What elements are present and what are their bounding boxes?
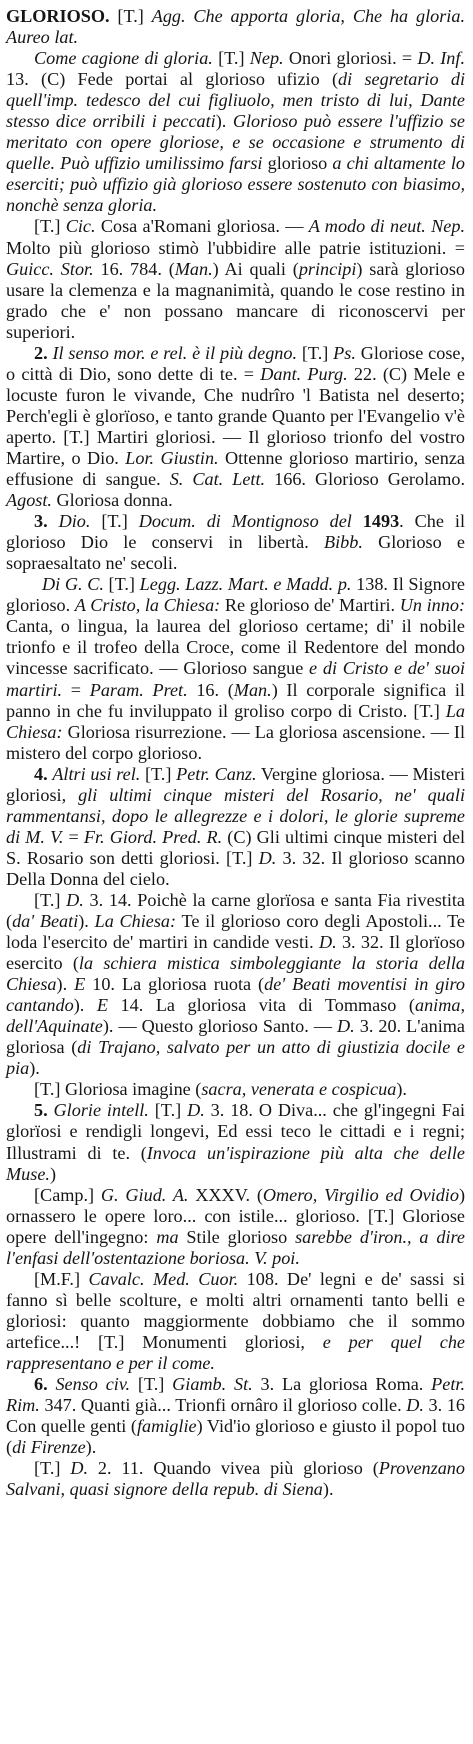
entry-paragraph-romans: [T.] Cic. Cosa a'Romani gloriosa. — A modo di neut. Nep. Molto più glorioso stimò l'ubbidire alle patrie istituzioni. = Guicc. Stor. 16. 784. (Man.) Ai quali (principi) sarà glorioso usare la clemenza e la magnanimità, quando le cose restino in grado che e' non possano mancare di riconoscervi per superiori. bbox=[6, 216, 466, 342]
entry-definition: GLORIOSO. [T.] Agg. Che apporta gloria, Che ha gloria. Aureo lat. bbox=[6, 6, 466, 48]
entry-paragraph-image: [T.] Gloriosa imagine (sacra, venerata e cospicua). bbox=[34, 1079, 407, 1100]
entry-sense-6: 6. Senso civ. [T.] Giamb. St. 3. La gloriosa Roma. Petr. Rim. 347. Quanti già... Trionfi ornâro il glorioso colle. D. 3. 16 Con quelle genti (famiglie) Vid'io glorioso e giusto il popol tuo (di Firenze). bbox=[6, 1374, 466, 1458]
entry-sense-2: 2. Il senso mor. e rel. è il più degno. [T.] Ps. Gloriose cose, o città di Dio, sono dette di te. = Dant. Purg. 22. (C) Mele e locuste furon le vivande, Che nudrîro 'l Batista nel deserto; Perch'egli è glorïoso, e tanto grande Quanto per l'Evangelio v'è aperto. [T.] Martiri gloriosi. — Il glorioso trionfo del vostro Martire, o Dio. Lor. Giustin. Ottenne glorioso martirio, senza effusione di sangue. S. Cat. Lett. 166. Glorioso Gerolamo. Agost. Gloriosa donna. bbox=[6, 342, 466, 511]
entry-paragraph-christ: Di G. C. [T.] Legg. Lazz. Mart. e Madd. p. 138. Il Signore glorioso. A Cristo, la Chiesa: Re glorioso de' Martiri. Un inno: Canta, o lingua, la laurea del glorioso certame; di' il nobile trionfo e il trofeo della Croce, come il Redentore del mondo vincesse sacrificato. — Glorioso sangue e di Cristo e de' suoi martiri. = Param. Pret. 16. (Man.) Il corporale significa il panno in che fu inviluppato il groliso corpo di Cristo. [T.] La Chiesa: Gloriosa risurrezione. — La gloriosa ascensione. — Il mistero del corpo glorioso. bbox=[6, 574, 466, 763]
entry-sense-5: 5. Glorie intell. [T.] D. 3. 18. O Diva... che gl'ingegni Fai glorïosi e rendigli longevi, Ed essi teco le cittadi e i regni; Illustrami di te. (Invoca un'ispirazione più alta che delle Muse.) bbox=[6, 1100, 466, 1184]
entry-sense-4: 4. Altri usi rel. [T.] Petr. Canz. Vergine gloriosa. — Misteri gloriosi, gli ultimi cinque misteri del Rosario, ne' quali rammentansi, dopo le allegrezze e i dolori, le glorie supreme di M. V. = Fr. Giord. Pred. R. (C) Gli ultimi cinque misteri del S. Rosario son detti gloriosi. [T.] D. 3. 32. Il glorioso scanno Della Donna del cielo. bbox=[6, 763, 466, 889]
entry-paragraph-monuments: [M.F.] Cavalc. Med. Cuor. 108. De' legni e de' sassi si fanno sì belle scolture, e molti altri ornamenti tanto belli e gloriosi: quanto maggiormente dobbiamo che il sommo artefice...! [T.] Monumenti gloriosi, e per quel che rappresentano e per il come. bbox=[6, 1268, 465, 1373]
entry-paragraph-provenzano: [T.] D. 2. 11. Quando vivea più glorioso (Provenzano Salvani, quasi signore della repub. di Siena). bbox=[6, 1458, 465, 1500]
entry-paragraph-blessed: [T.] D. 3. 14. Poichè la carne glorïosa e santa Fia rivestita (da' Beati). La Chiesa: Te il glorioso coro degli Apostoli... Te loda l'esercito de' martiri in candide vesti. D. 3. 32. Il glorïoso esercito (la schiera mistica simboleggiante la storia della Chiesa). E 10. La gloriosa ruota (de' Beati moventisi in giro cantando). E 14. La gloriosa vita di Tommaso (anima, dell'Aquinate). — Questo glorioso Santo. — D. 3. 20. L'anima gloriosa (di Trajano, salvato per un atto di giustizia docile e pia). bbox=[6, 889, 466, 1079]
entry-sense-3: 3. Dio. [T.] Docum. di Montignoso del 1493. Che il glorioso Dio le conservi in libertà. Bibb. Glorioso e sopraesaltato ne' secoli. bbox=[6, 511, 465, 574]
entry-paragraph-cause: Come cagione di gloria. [T.] Nep. Onori gloriosi. = D. Inf. 13. (C) Fede portai al glorioso ufizio (di segretario di quell'imp. tedesco del cui figliuolo, men tristo di lui, Dante stesso dice orribili i peccati). Glorioso può essere l'uffizio se meritato con opere gloriose, e se occasione e strumento di quelle. Può uffizio umilissimo farsi glorioso a chi altamente lo eserciti; può uffizio già glorioso essere sostenuto con biasimo, nonchè senza gloria. bbox=[6, 48, 466, 216]
entry-paragraph-style: [Camp.] G. Giud. A. XXXV. (Omero, Virgilio ed Ovidio) ornassero le opere loro... con istile... glorioso. [T.] Gloriose opere dell'ingegno: ma Stile glorioso sarebbe d'iron., a dire l'enfasi dell'ostentazione boriosa. V. poi. bbox=[6, 1184, 466, 1268]
